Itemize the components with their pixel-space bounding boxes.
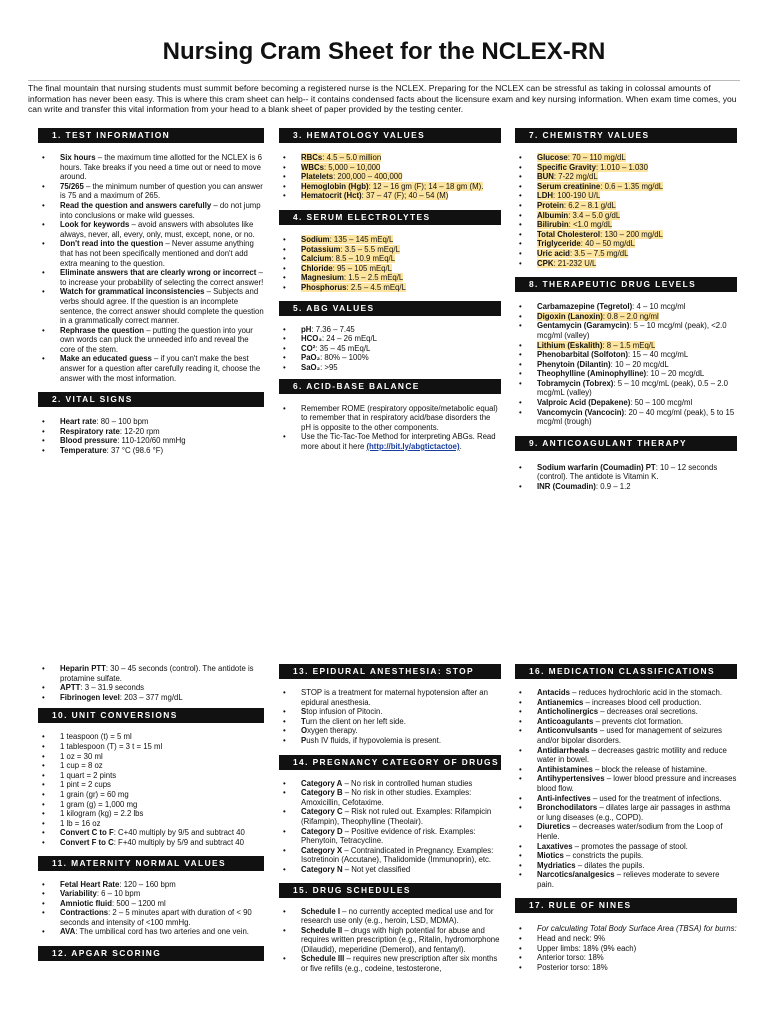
list-item: • Anti-infectives – used for the treatment of infections. bbox=[515, 794, 737, 804]
abg-values-list bbox=[279, 325, 501, 373]
section-header-epidural-anesthesia: 13. EPIDURAL ANESTHESIA: STOP bbox=[279, 664, 501, 679]
section-header-pregnancy-category: 14. PREGNANCY CATEGORY OF DRUGS bbox=[279, 755, 501, 770]
list-item: • Push IV fluids, if hypovolemia is present. bbox=[279, 736, 501, 746]
list-item: • Vancomycin (Vancocin): 20 – 40 mcg/ml (peak), 5 to 15 mcg/ml (trough) bbox=[515, 408, 737, 427]
list-item: • Gentamycin (Garamycin): 5 – 10 mcg/ml (peak), <2.0 mcg/ml (valley) bbox=[515, 321, 737, 340]
section-header-abg-values: 5. ABG VALUES bbox=[279, 301, 501, 316]
vital-signs-list bbox=[38, 417, 264, 455]
list-item: • CO²: 35 – 45 mEq/L bbox=[279, 344, 501, 354]
epidural-list bbox=[279, 688, 501, 746]
section-header-chemistry-values: 7. CHEMISTRY VALUES bbox=[515, 128, 737, 143]
list-item: • Serum creatinine: 0.6 – 1.35 mg/dL bbox=[515, 182, 737, 192]
intro-paragraph: The final mountain that nursing students must summit before becoming a registered nurse is the NCLEX. Preparing for the NCLEX can be stressful as taking in colossal amounts of information has never been easy. This is where this cram sheet can help-- it contains condensed facts about the licensure exam and key nursing information. When exam time comes, you can write and transfer this vital information from your head to a blank sheet of paper provided by the testing center. bbox=[28, 80, 740, 115]
list-item: • Hematocrit (Hct): 37 – 47 (F); 40 – 54 (M) bbox=[279, 191, 501, 201]
list-item: • Convert C to F: C+40 multiply by 9/5 and subtract 40 bbox=[38, 828, 264, 838]
list-item: • STOP is a treatment for maternal hypotension after an epidural anesthesia. bbox=[279, 688, 501, 707]
list-item: • Remember ROME (respiratory opposite/metabolic equal) to remember that in respiratory acid/base disorders the pH is opposite to the other components. bbox=[279, 404, 501, 433]
list-item: • Watch for grammatical inconsistencies – Subjects and verbs should agree. If the question is an incomplete sentence, the correct answer should complete the question in a grammatically correct manner. bbox=[38, 287, 264, 325]
list-item: • Temperature: 37 °C (98.6 °F) bbox=[38, 446, 264, 456]
list-item: • 1 tablespoon (T) = 3 t = 15 ml bbox=[38, 742, 264, 752]
list-item: • Contractions: 2 – 5 minutes apart with duration of < 90 seconds and intensity of <100 mmHg. bbox=[38, 908, 264, 927]
column-2-bottom bbox=[279, 664, 501, 974]
list-item: • Calcium: 8.5 – 10.9 mEq/L bbox=[279, 254, 501, 264]
list-item: • Specific Gravity: 1.010 – 1.030 bbox=[515, 163, 737, 173]
list-item: • Digoxin (Lanoxin): 0.8 – 2.0 ng/ml bbox=[515, 312, 737, 322]
list-item: • Read the question and answers carefully – do not jump into conclusions or make wild guesses. bbox=[38, 201, 264, 220]
section-header-test-information: 1. TEST INFORMATION bbox=[38, 128, 264, 143]
list-item: • Bilirubin: <1.0 mg/dL bbox=[515, 220, 737, 230]
list-item: • Fetal Heart Rate: 120 – 160 bpm bbox=[38, 880, 264, 890]
unit-conversions-list bbox=[38, 732, 264, 847]
list-item: • 1 cup = 8 oz bbox=[38, 761, 264, 771]
list-item: • Use the Tic-Tac-Toe Method for interpreting ABGs. Read more about it here (http://bit.ly/abgtictactoe). bbox=[279, 432, 501, 451]
list-item: • 1 lb = 16 oz bbox=[38, 819, 264, 829]
list-item: • Anticonvulsants – used for management of seizures and/or bipolar disorders. bbox=[515, 726, 737, 745]
section-header-therapeutic-drug-levels: 8. THERAPEUTIC DRUG LEVELS bbox=[515, 277, 737, 292]
list-item: • Hemoglobin (Hgb): 12 – 16 gm (F); 14 – 18 gm (M). bbox=[279, 182, 501, 192]
list-item: • Blood pressure: 110-120/60 mmHg bbox=[38, 436, 264, 446]
list-item: • 1 grain (gr) = 60 mg bbox=[38, 790, 264, 800]
list-item: • PaO₂: 80% – 100% bbox=[279, 353, 501, 363]
list-item: • 1 pint = 2 cups bbox=[38, 780, 264, 790]
list-item: • Phenytoin (Dilantin): 10 – 20 mcg/dL bbox=[515, 360, 737, 370]
medication-classifications-list bbox=[515, 688, 737, 889]
list-item: • Schedule II – drugs with high potential for abuse and requires written prescription (e.g., Ritalin, hydromorphone (Dilaudid), meperidine (Demerol), and fentanyl). bbox=[279, 926, 501, 955]
list-item: • Convert F to C: F+40 multiply by 5/9 and subtract 40 bbox=[38, 838, 264, 848]
list-item: • Antidiarrheals – decreases gastric motility and reduce water in bowel. bbox=[515, 746, 737, 765]
list-item: • Schedule III – requires new prescription after six months or five refills (e.g., codeine, testosterone, bbox=[279, 954, 501, 973]
chemistry-list bbox=[515, 153, 737, 268]
list-item: • Category N – Not yet classified bbox=[279, 865, 501, 875]
section-header-serum-electrolytes: 4. SERUM ELECTROLYTES bbox=[279, 210, 501, 225]
list-item: • APTT: 3 – 31.9 seconds bbox=[38, 683, 264, 693]
list-item: • Albumin: 3.4 – 5.0 g/dL bbox=[515, 211, 737, 221]
list-item: • Antianemics – increases blood cell production. bbox=[515, 698, 737, 708]
list-item: • Triglyceride: 40 – 50 mg/dL bbox=[515, 239, 737, 249]
list-item: • Laxatives – promotes the passage of stool. bbox=[515, 842, 737, 852]
list-item: • Category A – No risk in controlled human studies bbox=[279, 779, 501, 789]
list-item: • Anticholinergics – decreases oral secretions. bbox=[515, 707, 737, 717]
list-item: • Theophylline (Aminophylline): 10 – 20 mcg/dL bbox=[515, 369, 737, 379]
list-item: • 1 oz = 30 ml bbox=[38, 752, 264, 762]
rule-of-nines-list bbox=[515, 924, 737, 972]
list-item: • INR (Coumadin): 0.9 – 1.2 bbox=[515, 482, 737, 492]
list-item: • Bronchodilators – dilates large air passages in asthma or lung diseases (e.g., COPD). bbox=[515, 803, 737, 822]
list-item: • Miotics – constricts the pupils. bbox=[515, 851, 737, 861]
section-header-apgar-scoring: 12. APGAR SCORING bbox=[38, 946, 264, 961]
list-item: • Carbamazepine (Tegretol): 4 – 10 mcg/ml bbox=[515, 302, 737, 312]
list-item: • BUN: 7-22 mg/dL bbox=[515, 172, 737, 182]
list-item: • Rephrase the question – putting the question into your own words can pluck the unneeded info and reveal the core of the stem. bbox=[38, 326, 264, 355]
list-item: • Don't read into the question – Never assume anything that has not been specifically mentioned and don't add extra meaning to the question. bbox=[38, 239, 264, 268]
list-item: • HCO₃: 24 – 26 mEq/L bbox=[279, 334, 501, 344]
list-item: • Anticoagulants – prevents clot formation. bbox=[515, 717, 737, 727]
list-item: • Heparin PTT: 30 – 45 seconds (control). The antidote is protamine sulfate. bbox=[38, 664, 264, 683]
list-item: • Diuretics – decreases water/sodium from the Loop of Henle. bbox=[515, 822, 737, 841]
list-item: • Antihypertensives – lower blood pressure and increases blood flow. bbox=[515, 774, 737, 793]
list-item: • pH: 7.36 – 7.45 bbox=[279, 325, 501, 335]
list-item: • Head and neck: 9% bbox=[515, 934, 737, 944]
list-item: • Protein: 6.2 – 8.1 g/dL bbox=[515, 201, 737, 211]
section-header-medication-classifications: 16. MEDICATION CLASSIFICATIONS bbox=[515, 664, 737, 679]
list-item: • Six hours – the maximum time allotted for the NCLEX is 6 hours. Take breaks if you need a time out or need to move around. bbox=[38, 153, 264, 182]
section-header-unit-conversions: 10. UNIT CONVERSIONS bbox=[38, 708, 264, 723]
therapeutic-drug-list bbox=[515, 302, 737, 427]
list-item: • Stop infusion of Pitocin. bbox=[279, 707, 501, 717]
list-item: • RBCs: 4.5 – 5.0 million bbox=[279, 153, 501, 163]
list-item: • Potassium: 3.5 – 5.5 mEq/L bbox=[279, 245, 501, 255]
column-1-top bbox=[38, 128, 264, 456]
section-header-vital-signs: 2. VITAL SIGNS bbox=[38, 392, 264, 407]
section-header-anticoagulant-therapy: 9. ANTICOAGULANT THERAPY bbox=[515, 436, 737, 451]
list-item: • Antacids – reduces hydrochloric acid in the stomach. bbox=[515, 688, 737, 698]
list-item: • Magnesium: 1.5 – 2.5 mEq/L bbox=[279, 273, 501, 283]
list-item: • Respiratory rate: 12-20 rpm bbox=[38, 427, 264, 437]
list-item: • Chloride: 95 – 105 mEq/L bbox=[279, 264, 501, 274]
section-header-rule-of-nines: 17. RULE OF NINES bbox=[515, 898, 737, 913]
list-item: • Platelets: 200,000 – 400,000 bbox=[279, 172, 501, 182]
list-item: • Valproic Acid (Depakene): 50 – 100 mcg/ml bbox=[515, 398, 737, 408]
section-header-maternity-normal-values: 11. MATERNITY NORMAL VALUES bbox=[38, 856, 264, 871]
acid-base-list bbox=[279, 404, 501, 452]
column-3-bottom bbox=[515, 664, 737, 972]
list-item: • Sodium warfarin (Coumadin) PT: 10 – 12 seconds (control). The antidote is Vitamin K. bbox=[515, 463, 737, 482]
list-item: • 75/265 – the minimum number of question you can answer is 75 and a maximum of 265. bbox=[38, 182, 264, 201]
list-item: • 1 quart = 2 pints bbox=[38, 771, 264, 781]
list-item: • 1 gram (g) = 1,000 mg bbox=[38, 800, 264, 810]
list-item: • Posterior torso: 18% bbox=[515, 963, 737, 973]
hematology-list bbox=[279, 153, 501, 201]
list-item: • Anterior torso: 18% bbox=[515, 953, 737, 963]
list-item: • Tobramycin (Tobrex): 5 – 10 mcg/mL (peak), 0.5 – 2.0 mcg/mL (valley) bbox=[515, 379, 737, 398]
page-title: Nursing Cram Sheet for the NCLEX-RN bbox=[162, 38, 606, 65]
list-item: • Narcotics/analgesics – relieves moderate to severe pain. bbox=[515, 870, 737, 889]
column-1-bottom bbox=[38, 664, 264, 961]
list-item: • Uric acid: 3.5 – 7.5 mg/dL bbox=[515, 249, 737, 259]
list-item: • 1 kilogram (kg) = 2.2 lbs bbox=[38, 809, 264, 819]
column-2-top bbox=[279, 128, 501, 451]
list-item: • Phosphorus: 2.5 – 4.5 mEq/L bbox=[279, 283, 501, 293]
list-item: • WBCs: 5,000 – 10,000 bbox=[279, 163, 501, 173]
section-header-acid-base-balance: 6. ACID-BASE BALANCE bbox=[279, 379, 501, 394]
list-item: • CPK: 21-232 U/L bbox=[515, 259, 737, 269]
list-item: • Mydriatics – dilates the pupils. bbox=[515, 861, 737, 871]
serum-electrolytes-list bbox=[279, 235, 501, 293]
list-item: • Glucose: 70 – 110 mg/dL bbox=[515, 153, 737, 163]
anticoagulant-continued-list bbox=[38, 664, 264, 702]
list-item: • For calculating Total Body Surface Area (TBSA) for burns: bbox=[515, 924, 737, 934]
list-item: • Category X – Contraindicated in Pregnancy. Examples: Isotretinoin (Accutane), Thalidomide (Immunoprin), etc. bbox=[279, 846, 501, 865]
list-item: • 1 teaspoon (t) = 5 ml bbox=[38, 732, 264, 742]
list-item: • Lithium (Eskalith): 8 – 1.5 mEq/L bbox=[515, 341, 737, 351]
list-item: • Heart rate: 80 – 100 bpm bbox=[38, 417, 264, 427]
list-item: • Schedule I – no currently accepted medical use and for research use only (e.g., heroin, LSD, MDMA). bbox=[279, 907, 501, 926]
list-item: • Category D – Positive evidence of risk. Examples: Phenytoin, Tetracycline. bbox=[279, 827, 501, 846]
section-header-drug-schedules: 15. DRUG SCHEDULES bbox=[279, 883, 501, 898]
list-item: • Turn the client on her left side. bbox=[279, 717, 501, 727]
anticoagulant-list bbox=[515, 463, 737, 492]
list-item: • Oxygen therapy. bbox=[279, 726, 501, 736]
section-header-hematology-values: 3. HEMATOLOGY VALUES bbox=[279, 128, 501, 143]
list-item: • Variability: 6 – 10 bpm bbox=[38, 889, 264, 899]
list-item: • Category C – Risk not ruled out. Examples: Rifampicin (Rifampin), Theophylline (Theolair). bbox=[279, 807, 501, 826]
list-item: • Upper limbs: 18% (9% each) bbox=[515, 944, 737, 954]
pregnancy-category-list bbox=[279, 779, 501, 875]
list-item: • Amniotic fluid: 500 – 1200 ml bbox=[38, 899, 264, 909]
list-item: • Look for keywords – avoid answers with absolutes like always, never, all, every, only, must, except, none, or no. bbox=[38, 220, 264, 239]
maternity-list bbox=[38, 880, 264, 938]
list-item: • Fibrinogen level: 203 – 377 mg/dL bbox=[38, 693, 264, 703]
list-item: • Eliminate answers that are clearly wrong or incorrect – to increase your probability of selecting the correct answer! bbox=[38, 268, 264, 287]
list-item: • Category B – No risk in other studies. Examples: Amoxicillin, Cefotaxime. bbox=[279, 788, 501, 807]
list-item: • Make an educated guess – if you can't make the best answer for a question after carefully reading it, choose the answer with the most information. bbox=[38, 354, 264, 383]
list-item: • Total Cholesterol: 130 – 200 mg/dL bbox=[515, 230, 737, 240]
list-item: • LDH: 100-190 U/L bbox=[515, 191, 737, 201]
list-item: • Phenobarbital (Solfoton): 15 – 40 mcg/mL bbox=[515, 350, 737, 360]
drug-schedules-list bbox=[279, 907, 501, 974]
list-item: • AVA: The umbilical cord has two arteries and one vein. bbox=[38, 927, 264, 937]
list-item: • SaO₂: >95 bbox=[279, 363, 501, 373]
abg-link[interactable]: (http://bit.ly/abgtictactoe) bbox=[366, 441, 460, 451]
test-information-list bbox=[38, 153, 264, 383]
list-item: • Antihistamines – block the release of histamine. bbox=[515, 765, 737, 775]
column-3-top bbox=[515, 128, 737, 492]
list-item: • Sodium: 135 – 145 mEq/L bbox=[279, 235, 501, 245]
